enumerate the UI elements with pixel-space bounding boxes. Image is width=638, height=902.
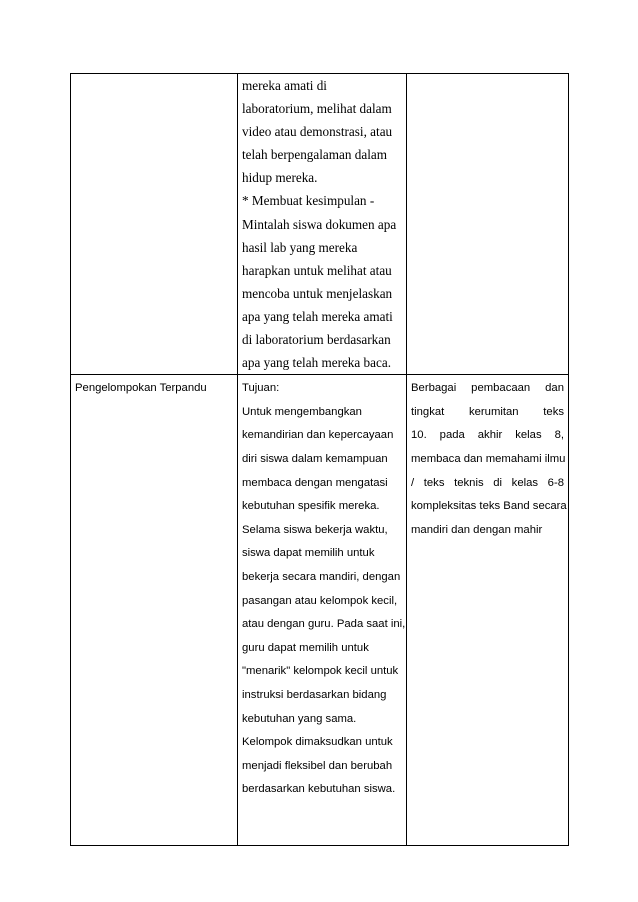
cell-text-line: Untuk mengembangkan [242,405,362,418]
cell-text-line: atau dengan guru. Pada saat ini, [242,618,406,631]
cell-text-line: mencoba untuk menjelaskan [242,285,393,301]
cell-text-line: hasil lab yang mereka [242,239,358,255]
cell-text-line: siswa dapat memilih untuk [242,547,375,560]
cell-text-line: Kelompok dimaksudkan untuk [242,736,393,749]
cell-text-line: * Membuat kesimpulan - [242,193,375,209]
cell-text-line: tingkat kerumitan teks [411,405,564,418]
cell-text-line: membaca dan memahami ilmu [411,453,566,465]
cell-text-line: 10. pada akhir kelas 8, [411,429,564,442]
cell-text-line: kompleksitas teks Band secara [411,500,567,513]
cell-text-line: kebutuhan yang sama. [242,712,357,725]
cell-text-line: laboratorium, melihat dalam [242,101,392,117]
table-cell-purpose [238,375,407,846]
table-cell-materials [407,375,569,846]
cell-text-line: Selama siswa bekerja waktu, [242,523,388,536]
cell-text-line: kebutuhan spesifik mereka. [242,500,380,513]
strategy-name: Pengelompokan Terpandu [75,382,207,395]
table-cell-activity [238,74,407,375]
cell-text-line: telah berpengalaman dalam [242,147,387,163]
table-cell-empty [407,74,569,375]
table-cell-empty [71,74,238,375]
cell-text-line: hidup mereka. [242,170,318,186]
cell-text-line: Mintalah siswa dokumen apa [242,216,397,232]
cell-text-line: di laboratorium berdasarkan [242,332,391,348]
cell-text-line: bekerja secara mandiri, dengan [242,570,401,583]
cell-text-line: menjadi fleksibel dan berubah [242,759,393,772]
cell-text-line: apa yang telah mereka baca. [242,355,392,371]
cell-text-line: "menarik" kelompok kecil untuk [242,665,399,678]
cell-text-line: instruksi berdasarkan bidang [242,688,387,701]
table-row [71,375,569,846]
cell-text-line: membaca dengan mengatasi [242,476,388,489]
table-row [71,74,569,375]
lesson-table [70,73,569,846]
cell-text-line: berdasarkan kebutuhan siswa. [242,783,396,796]
cell-text-line: kemandirian dan kepercayaan [242,429,394,442]
cell-text-line: guru dapat memilih untuk [242,641,369,654]
cell-text-line: pasangan atau kelompok kecil, [242,594,398,607]
cell-text-line: Tujuan: [242,382,280,395]
cell-text-line: harapkan untuk melihat atau [242,262,392,278]
cell-text-line: mandiri dan dengan mahir [411,523,543,536]
cell-text-line: apa yang telah mereka amati [242,308,393,324]
cell-text-line: mereka amati di [242,78,327,93]
table-cell-strategy [71,375,238,846]
cell-text-line: / teks teknis di kelas 6-8 [411,476,564,489]
cell-text-line: video atau demonstrasi, atau [242,124,393,140]
cell-text-line: Berbagai pembacaan dan [411,382,564,395]
cell-text-line: diri siswa dalam kemampuan [242,453,388,465]
